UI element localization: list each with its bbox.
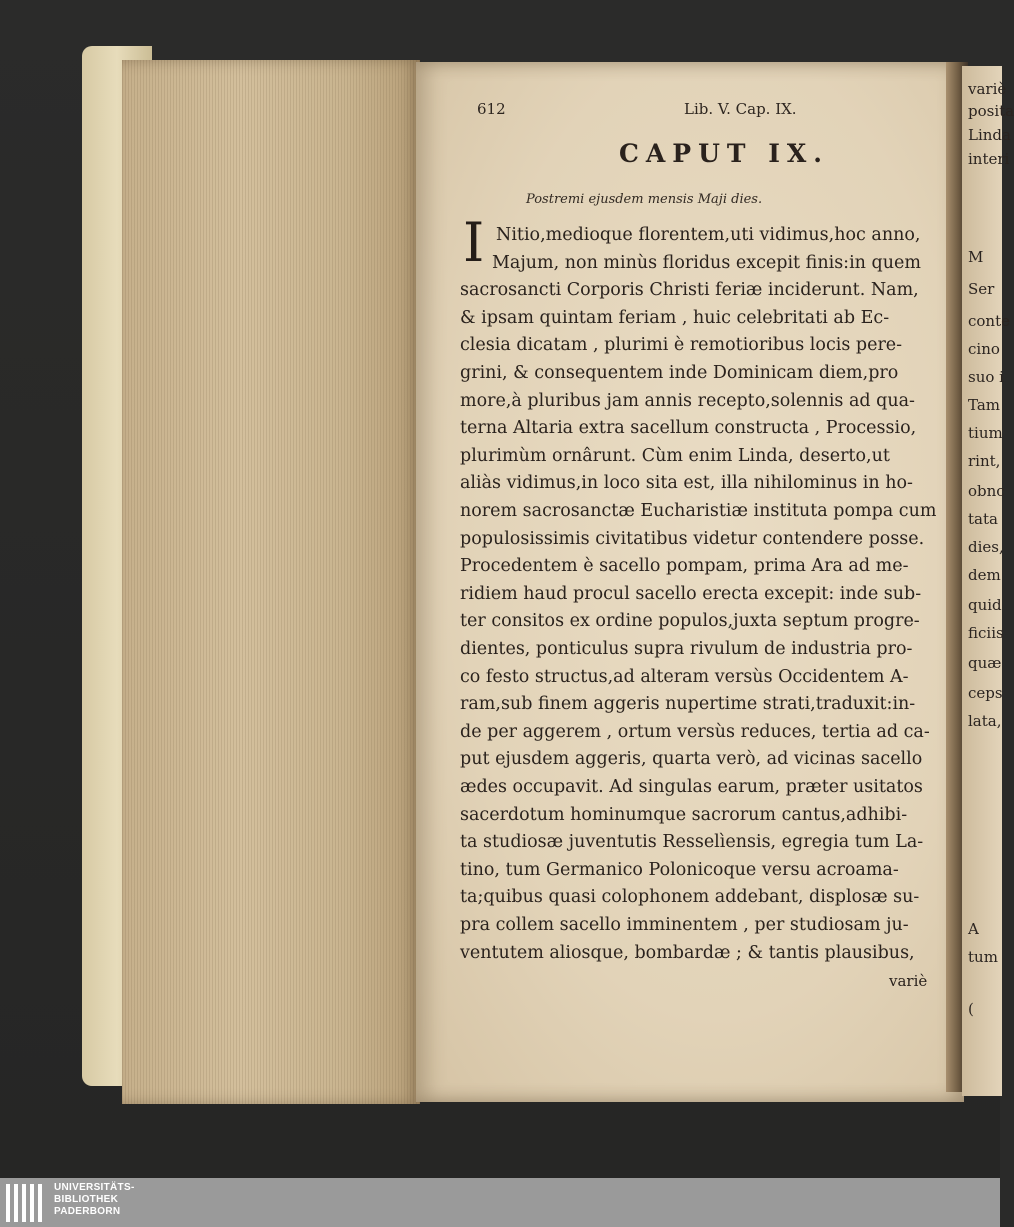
next-page-fragment: tium (968, 424, 1003, 442)
next-page-fragment: interi (968, 150, 1010, 168)
next-page-fragment: Linda (968, 126, 1011, 144)
next-page-fragment: cino (968, 340, 1000, 358)
next-page-fragment: tata (968, 510, 998, 528)
text-line: dientes, ponticulus supra rivulum de industria pro- (460, 639, 913, 659)
next-page-fragment: ficiis (968, 624, 1004, 642)
next-page-fragment: ceps (968, 684, 1003, 702)
text-line: pra collem sacello imminentem , per studiosam ju- (460, 915, 909, 935)
library-logo-icon (6, 1184, 46, 1222)
chapter-title: CAPUT IX. (619, 139, 829, 168)
text-line: ter consitos ex ordine populos,juxta septum progre- (460, 611, 920, 632)
next-page-fragment: Tam (968, 396, 1001, 414)
text-line: ædes occupavit. Ad singulas earum, præter usitatos (460, 777, 923, 797)
chapter-subtitle: Postremi ejusdem mensis Maji dies. (526, 192, 763, 207)
text-line: ta studiosæ juventutis Resselìensis, egregia tum La- (460, 832, 924, 853)
text-line: & ipsam quintam feriam , huic celebritati ab Ec- (460, 307, 890, 328)
page-number: 612 (477, 100, 506, 118)
next-page-fragment: M (968, 248, 984, 266)
next-page-fragment: posita (968, 102, 1014, 120)
text-line: plurimùm ornârunt. Cùm enim Linda, deserto,ut (460, 445, 890, 466)
text-line: tino, tum Germanico Polonicoque versu acroama- (460, 859, 899, 880)
text-line: grini, & consequentem inde Dominicam diem,pro (460, 363, 899, 383)
right-page-fragment (962, 66, 1014, 1096)
next-page-fragment: dem (968, 566, 1001, 584)
text-line: ventutem aliosque, bombardæ ; & tantis plausibus, (460, 942, 915, 963)
text-line: put ejusdem aggeris, quarta verò, ad vicinas sacello (460, 749, 923, 770)
next-page-fragment: rint, (968, 452, 1001, 470)
text-line: ram,sub finem aggeris nupertime strati,traduxit:in- (460, 694, 916, 715)
next-page-fragment: variè (968, 80, 1007, 98)
next-page-fragment: quid (968, 596, 1002, 614)
text-line: aliàs vidimus,in loco sita est, illa nihilominus in ho- (460, 473, 913, 494)
catchword: variè (889, 972, 928, 990)
text-line: Majum, non minùs floridus excepit finis:in quem (492, 252, 921, 273)
drop-cap: I (463, 211, 485, 274)
text-line: sacrosancti Corporis Christi feriæ inciderunt. Nam, (460, 280, 919, 301)
next-page-fragment: dies, (968, 538, 1004, 556)
text-line: clesia dicatam , plurimi è remotioribus locis pere- (460, 335, 903, 356)
text-line: ridiem haud procul sacello erecta excepit: inde sub- (460, 583, 922, 604)
text-line: Procedentem è sacello pompam, prima Ara ad me- (460, 556, 909, 577)
next-page-fragment: obnc (968, 482, 1005, 500)
text-line: terna Altaria extra sacellum constructa , Processio, (460, 418, 917, 439)
next-page-fragment: ( (968, 1000, 974, 1018)
text-line: Nitio,medioque florentem,uti vidimus,hoc anno, (496, 225, 921, 245)
running-head: Lib. V. Cap. IX. (684, 100, 797, 118)
text-line: more,à pluribus jam annis recepto,solennis ad qua- (460, 390, 915, 411)
text-line: norem sacrosanctæ Eucharistiæ instituta pompa cum (460, 501, 937, 521)
text-line: co festo structus,ad alteram versùs Occidentem A- (460, 666, 909, 687)
text-line: populosissimis civitatibus videtur contendere posse. (460, 528, 925, 549)
next-page-fragment: quæ (968, 654, 1002, 672)
next-page-fragment: suo i (968, 368, 1004, 386)
text-line: de per aggerem , ortum versùs reduces, tertia ad ca- (460, 721, 930, 742)
next-page-fragment: lata, (968, 712, 1002, 730)
next-page-fragment: conte (968, 312, 1010, 330)
text-line: sacerdotum hominumque sacrorum cantus,adhibi- (460, 804, 908, 825)
next-page-fragment: A (968, 920, 979, 938)
text-line: ta;quibus quasi colophonem addebant, displosæ su- (460, 887, 920, 908)
next-page-fragment: Ser (968, 280, 995, 298)
footer-bar (0, 1178, 1000, 1227)
next-page-fragment: tum (968, 948, 998, 966)
page-block-edge (122, 60, 420, 1104)
library-name: UNIVERSITÄTS- BIBLIOTHEK PADERBORN (54, 1182, 135, 1217)
